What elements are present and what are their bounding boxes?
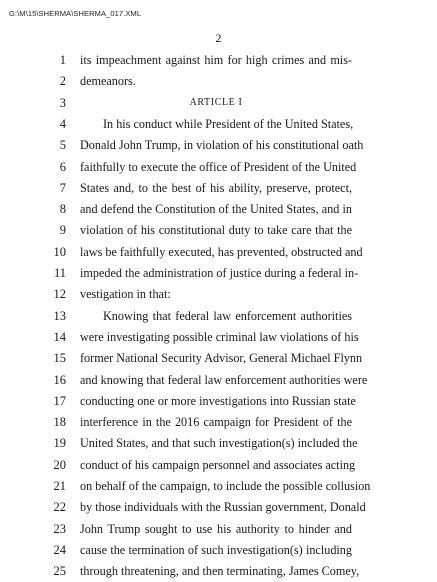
document-line bbox=[0, 50, 437, 70]
document-line bbox=[0, 519, 437, 539]
line-text: conduct of his campaign personnel and associates acting bbox=[80, 457, 356, 472]
line-text: conducting one or more investigations into Russian state bbox=[80, 393, 356, 408]
line-number: 3 bbox=[59, 95, 66, 110]
line-text: were investigating possible criminal law violations of his bbox=[80, 329, 359, 344]
document-line bbox=[0, 157, 437, 177]
line-number: 1 bbox=[59, 53, 66, 67]
line-number: 20 bbox=[53, 457, 66, 472]
document-line bbox=[0, 114, 437, 134]
page-number: 2 bbox=[215, 31, 222, 45]
line-text: cause the termination of such investigation(s) including bbox=[80, 542, 352, 557]
line-text: former National Security Advisor, General Michael Flynn bbox=[80, 351, 363, 366]
line-number: 9 bbox=[59, 223, 66, 238]
document-line bbox=[0, 220, 437, 240]
line-text: faithfully to execute the office of President of the United bbox=[80, 159, 357, 174]
line-number: 15 bbox=[53, 351, 66, 366]
line-text: and defend the Constitution of the United States, and in bbox=[80, 202, 352, 217]
document-line bbox=[0, 71, 437, 91]
line-number: 23 bbox=[53, 521, 66, 536]
document-line bbox=[0, 433, 437, 453]
line-text: Donald John Trump, in violation of his constitutional oath bbox=[80, 138, 364, 153]
document-line bbox=[0, 348, 437, 368]
line-number: 6 bbox=[59, 159, 66, 174]
document-line bbox=[0, 412, 437, 432]
document-line bbox=[0, 391, 437, 411]
line-number: 7 bbox=[59, 180, 66, 195]
article-heading: ARTICLE I bbox=[189, 96, 243, 108]
document-line bbox=[0, 476, 437, 496]
line-number: 13 bbox=[53, 308, 66, 323]
line-text: vestigation in that: bbox=[80, 287, 171, 302]
line-number: 19 bbox=[53, 436, 66, 451]
line-text: Knowing that federal law enforcement authorities bbox=[103, 308, 352, 323]
line-number: 18 bbox=[53, 415, 66, 430]
line-text: In his conduct while President of the United States, bbox=[103, 116, 354, 131]
line-text: interference in the 2016 campaign for President of the bbox=[80, 415, 352, 430]
line-number: 22 bbox=[53, 500, 66, 515]
line-number: 17 bbox=[53, 393, 66, 408]
line-text: on behalf of the campaign, to include the possible collusion bbox=[80, 479, 371, 493]
document-line bbox=[0, 178, 437, 198]
line-text: through threatening, and then terminating, James Comey, bbox=[80, 564, 360, 579]
line-text: demeanors. bbox=[80, 74, 136, 89]
line-text: violation of his constitutional duty to take care that the bbox=[80, 223, 352, 238]
document-line bbox=[0, 306, 437, 326]
line-number: 10 bbox=[53, 244, 66, 259]
document-line bbox=[0, 327, 437, 347]
line-text: John Trump sought to use his authority to hinder and bbox=[80, 521, 352, 536]
line-text: and knowing that federal law enforcement authorities were bbox=[80, 372, 368, 387]
line-number: 4 bbox=[59, 116, 66, 131]
document-line bbox=[0, 135, 437, 155]
document-line bbox=[0, 370, 437, 390]
line-text: impeded the administration of justice during a federal in- bbox=[80, 266, 359, 280]
document-line bbox=[0, 561, 437, 581]
document-line bbox=[0, 199, 437, 219]
file-path-header: G:\M\15\SHERMA\SHERMA_017.XML bbox=[9, 9, 142, 18]
line-number: 8 bbox=[59, 202, 66, 217]
line-text: its impeachment against him for high crimes and mis- bbox=[80, 53, 352, 67]
line-number: 2 bbox=[59, 74, 66, 89]
line-text: laws be faithfully executed, has prevented, obstructed and bbox=[80, 244, 363, 259]
document-line bbox=[0, 284, 437, 304]
line-number: 21 bbox=[53, 479, 66, 493]
document-line bbox=[0, 540, 437, 560]
line-text: by those individuals with the Russian government, Donald bbox=[80, 500, 366, 515]
line-number: 11 bbox=[53, 266, 66, 280]
line-number: 25 bbox=[53, 564, 66, 579]
line-number: 12 bbox=[53, 287, 66, 302]
line-number: 16 bbox=[53, 372, 66, 387]
document-line bbox=[0, 497, 437, 517]
document-line bbox=[0, 263, 437, 283]
line-text: United States, and that such investigation(s) included the bbox=[80, 436, 358, 451]
document-line bbox=[0, 455, 437, 475]
document-line bbox=[0, 242, 437, 262]
line-number: 5 bbox=[59, 138, 66, 153]
document-line bbox=[0, 93, 437, 113]
line-number: 14 bbox=[53, 329, 66, 344]
line-text: States and, to the best of his ability, preserve, protect, bbox=[80, 180, 352, 195]
line-number: 24 bbox=[53, 542, 66, 557]
